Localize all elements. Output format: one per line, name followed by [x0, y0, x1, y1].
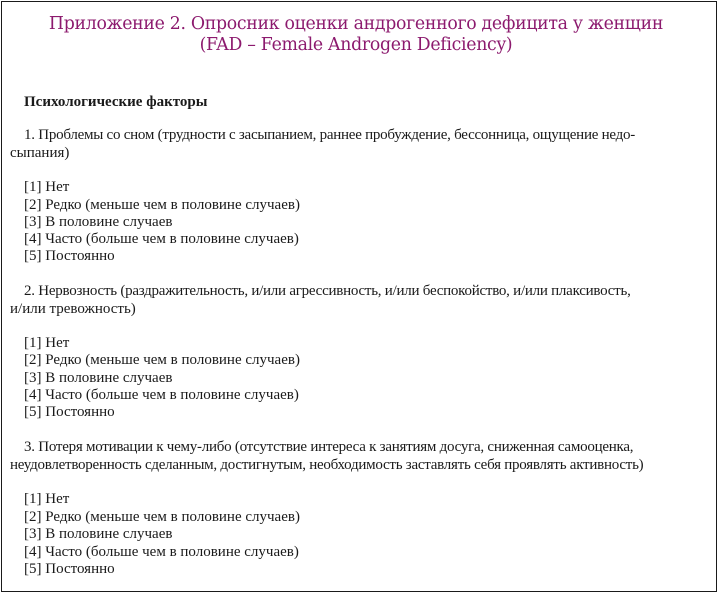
question-1-text-line-2: сыпания)	[10, 145, 70, 161]
question-3-text-line-1: 3. Потеря мотивации к чему-либо (отсутствие интереса к занятиям досуга, сниженная самооценка,	[24, 439, 634, 455]
question-1-option-3: [3] В половине случаев	[24, 214, 173, 230]
title-line-1: Приложение 2. Опросник оценки андрогенного дефицита у женщин	[48, 14, 664, 34]
question-3-option-2: [2] Редко (меньше чем в половине случаев)	[24, 509, 300, 525]
question-3-option-4: [4] Часто (больше чем в половине случаев)	[24, 544, 299, 560]
question-3-option-3: [3] В половине случаев	[24, 526, 173, 542]
question-2-option-5: [5] Постоянно	[24, 404, 115, 420]
question-2-option-3: [3] В половине случаев	[24, 370, 173, 386]
question-2-option-2: [2] Редко (меньше чем в половине случаев)	[24, 352, 300, 368]
question-1-text-line-1: 1. Проблемы со сном (трудности с засыпанием, раннее пробуждение, бессонница, ощущение недо-	[24, 127, 635, 143]
question-1-option-4: [4] Часто (больше чем в половине случаев)	[24, 231, 299, 247]
question-1-option-2: [2] Редко (меньше чем в половине случаев)	[24, 197, 300, 213]
question-1-option-5: [5] Постоянно	[24, 248, 115, 264]
section-heading: Психологические факторы	[24, 94, 208, 110]
question-3-text-line-2: неудовлетворенность сделанным, достигнутым, необходимость заставлять себя проявлять активность)	[10, 457, 644, 473]
document-title	[0, 14, 720, 56]
question-3-option-5: [5] Постоянно	[24, 561, 115, 577]
question-3-option-1: [1] Нет	[24, 491, 70, 507]
question-2-option-4: [4] Часто (больше чем в половине случаев)	[24, 387, 299, 403]
title-line-2: (FAD – Female Androgen Deficiency)	[199, 35, 513, 55]
question-1-option-1: [1] Нет	[24, 179, 70, 195]
question-2-option-1: [1] Нет	[24, 335, 70, 351]
question-2-text-line-1: 2. Нервозность (раздражительность, и/или агрессивность, и/или беспокойство, и/или плаксивость,	[24, 283, 631, 299]
question-2-text-line-2: и/или тревожность)	[10, 301, 136, 317]
